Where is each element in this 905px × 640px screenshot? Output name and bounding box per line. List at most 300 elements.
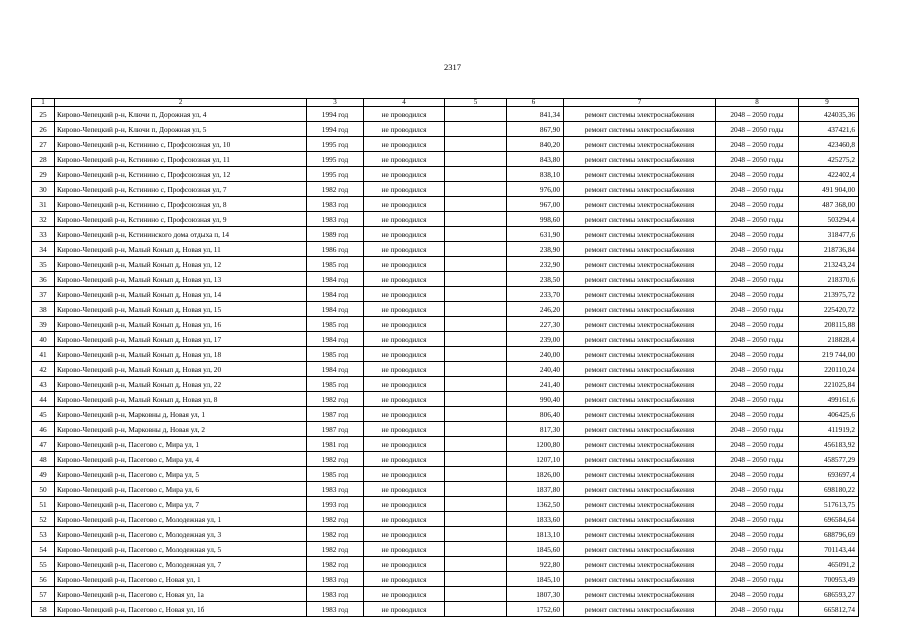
status-cell: не проводился [364, 257, 445, 272]
work-type-cell: ремонт системы электроснабжения [564, 317, 716, 332]
address-cell: Кирово-Чепецкий р-н, Пасегово с, Мира ул, 1 [55, 437, 307, 452]
cost-cell: 425275,2 [799, 152, 859, 167]
area-cell: 241,40 [507, 377, 564, 392]
table-row [32, 212, 859, 227]
address-cell: Кирово-Чепецкий р-н, Малый Конып д, Новая ул, 16 [55, 317, 307, 332]
table-row [32, 437, 859, 452]
area-cell: 817,30 [507, 422, 564, 437]
work-type-cell: ремонт системы электроснабжения [564, 137, 716, 152]
area-cell: 238,50 [507, 272, 564, 287]
cost-cell: 213243,24 [799, 257, 859, 272]
period-cell: 2048 – 2050 годы [716, 602, 799, 617]
address-cell: Кирово-Чепецкий р-н, Пасегово с, Новая ул, 1 [55, 572, 307, 587]
address-cell: Кирово-Чепецкий р-н, Малый Конып д, Новая ул, 13 [55, 272, 307, 287]
row-number-cell: 37 [32, 287, 55, 302]
address-cell: Кирово-Чепецкий р-н, Кстинино с, Профсоюзная ул, 9 [55, 212, 307, 227]
year-cell: 1993 год [307, 497, 364, 512]
work-type-cell: ремонт системы электроснабжения [564, 422, 716, 437]
row-number-cell: 42 [32, 362, 55, 377]
address-cell: Кирово-Чепецкий р-н, Пасегово с, Молодежная ул, 5 [55, 542, 307, 557]
period-cell: 2048 – 2050 годы [716, 422, 799, 437]
table-row [32, 137, 859, 152]
work-type-cell: ремонт системы электроснабжения [564, 242, 716, 257]
year-cell: 1995 год [307, 137, 364, 152]
address-cell: Кирово-Чепецкий р-н, Кстинино с, Профсоюзная ул, 11 [55, 152, 307, 167]
empty-cell [445, 407, 507, 422]
cost-cell: 437421,6 [799, 122, 859, 137]
year-cell: 1985 год [307, 347, 364, 362]
cost-cell: 700953,49 [799, 572, 859, 587]
address-cell: Кирово-Чепецкий р-н, Пасегово с, Мира ул, 4 [55, 452, 307, 467]
row-number-cell: 51 [32, 497, 55, 512]
status-cell: не проводился [364, 512, 445, 527]
year-cell: 1983 год [307, 212, 364, 227]
column-header-5: 5 [445, 99, 507, 107]
row-number-cell: 31 [32, 197, 55, 212]
address-cell: Кирово-Чепецкий р-н, Кстинино с, Профсоюзная ул, 10 [55, 137, 307, 152]
area-cell: 246,20 [507, 302, 564, 317]
status-cell: не проводился [364, 377, 445, 392]
year-cell: 1982 год [307, 557, 364, 572]
area-cell: 1807,30 [507, 587, 564, 602]
year-cell: 1982 год [307, 527, 364, 542]
cost-cell: 458577,29 [799, 452, 859, 467]
period-cell: 2048 – 2050 годы [716, 482, 799, 497]
area-cell: 1845,60 [507, 542, 564, 557]
area-cell: 238,90 [507, 242, 564, 257]
column-header-3: 3 [307, 99, 364, 107]
area-cell: 806,40 [507, 407, 564, 422]
year-cell: 1994 год [307, 107, 364, 122]
empty-cell [445, 212, 507, 227]
cost-cell: 665812,74 [799, 602, 859, 617]
empty-cell [445, 107, 507, 122]
period-cell: 2048 – 2050 годы [716, 212, 799, 227]
empty-cell [445, 437, 507, 452]
status-cell: не проводился [364, 362, 445, 377]
status-cell: не проводился [364, 557, 445, 572]
table-row [32, 557, 859, 572]
row-number-cell: 44 [32, 392, 55, 407]
year-cell: 1983 год [307, 587, 364, 602]
table-row [32, 407, 859, 422]
work-type-cell: ремонт системы электроснабжения [564, 347, 716, 362]
status-cell: не проводился [364, 197, 445, 212]
table-header-row [32, 99, 859, 107]
status-cell: не проводился [364, 122, 445, 137]
work-type-cell: ремонт системы электроснабжения [564, 377, 716, 392]
address-cell: Кирово-Чепецкий р-н, Малый Конып д, Новая ул, 15 [55, 302, 307, 317]
year-cell: 1995 год [307, 152, 364, 167]
address-cell: Кирово-Чепецкий р-н, Пасегово с, Новая ул, 1б [55, 602, 307, 617]
area-cell: 840,20 [507, 137, 564, 152]
address-cell: Кирово-Чепецкий р-н, Кстинино с, Профсоюзная ул, 8 [55, 197, 307, 212]
row-number-cell: 41 [32, 347, 55, 362]
column-header-4: 4 [364, 99, 445, 107]
address-cell: Кирово-Чепецкий р-н, Пасегово с, Мира ул, 7 [55, 497, 307, 512]
empty-cell [445, 287, 507, 302]
empty-cell [445, 392, 507, 407]
work-type-cell: ремонт системы электроснабжения [564, 392, 716, 407]
cost-cell: 411919,2 [799, 422, 859, 437]
period-cell: 2048 – 2050 годы [716, 437, 799, 452]
empty-cell [445, 497, 507, 512]
table-row [32, 152, 859, 167]
year-cell: 1994 год [307, 122, 364, 137]
table-row [32, 527, 859, 542]
column-header-9: 9 [799, 99, 859, 107]
table-row [32, 572, 859, 587]
cost-cell: 491 904,00 [799, 182, 859, 197]
row-number-cell: 56 [32, 572, 55, 587]
year-cell: 1984 год [307, 272, 364, 287]
status-cell: не проводился [364, 392, 445, 407]
row-number-cell: 29 [32, 167, 55, 182]
empty-cell [445, 302, 507, 317]
work-type-cell: ремонт системы электроснабжения [564, 152, 716, 167]
period-cell: 2048 – 2050 годы [716, 287, 799, 302]
work-type-cell: ремонт системы электроснабжения [564, 227, 716, 242]
area-cell: 240,40 [507, 362, 564, 377]
period-cell: 2048 – 2050 годы [716, 122, 799, 137]
area-cell: 233,70 [507, 287, 564, 302]
period-cell: 2048 – 2050 годы [716, 557, 799, 572]
period-cell: 2048 – 2050 годы [716, 107, 799, 122]
work-type-cell: ремонт системы электроснабжения [564, 332, 716, 347]
table-row [32, 542, 859, 557]
table-row [32, 242, 859, 257]
work-type-cell: ремонт системы электроснабжения [564, 407, 716, 422]
table-row [32, 272, 859, 287]
status-cell: не проводился [364, 182, 445, 197]
period-cell: 2048 – 2050 годы [716, 407, 799, 422]
table-row [32, 107, 859, 122]
cost-cell: 218828,4 [799, 332, 859, 347]
period-cell: 2048 – 2050 годы [716, 527, 799, 542]
table-row [32, 602, 859, 617]
table-row [32, 497, 859, 512]
work-type-cell: ремонт системы электроснабжения [564, 482, 716, 497]
work-type-cell: ремонт системы электроснабжения [564, 572, 716, 587]
row-number-cell: 48 [32, 452, 55, 467]
empty-cell [445, 257, 507, 272]
table-body [32, 107, 859, 617]
work-type-cell: ремонт системы электроснабжения [564, 587, 716, 602]
data-table [31, 98, 859, 617]
year-cell: 1985 год [307, 257, 364, 272]
address-cell: Кирово-Чепецкий р-н, Пасегово с, Мира ул, 5 [55, 467, 307, 482]
row-number-cell: 57 [32, 587, 55, 602]
address-cell: Кирово-Чепецкий р-н, Пасегово с, Молодежная ул, 3 [55, 527, 307, 542]
year-cell: 1983 год [307, 482, 364, 497]
cost-cell: 219 744,00 [799, 347, 859, 362]
area-cell: 1833,60 [507, 512, 564, 527]
status-cell: не проводился [364, 137, 445, 152]
status-cell: не проводился [364, 482, 445, 497]
cost-cell: 517613,75 [799, 497, 859, 512]
year-cell: 1984 год [307, 287, 364, 302]
period-cell: 2048 – 2050 годы [716, 332, 799, 347]
address-cell: Кирово-Чепецкий р-н, Кстинино с, Профсоюзная ул, 12 [55, 167, 307, 182]
table-row [32, 587, 859, 602]
row-number-cell: 26 [32, 122, 55, 137]
empty-cell [445, 182, 507, 197]
status-cell: не проводился [364, 497, 445, 512]
empty-cell [445, 152, 507, 167]
cost-cell: 487 368,00 [799, 197, 859, 212]
address-cell: Кирово-Чепецкий р-н, Ключи п, Дорожная ул, 4 [55, 107, 307, 122]
year-cell: 1984 год [307, 362, 364, 377]
row-number-cell: 25 [32, 107, 55, 122]
empty-cell [445, 452, 507, 467]
table-row [32, 392, 859, 407]
status-cell: не проводился [364, 587, 445, 602]
year-cell: 1989 год [307, 227, 364, 242]
empty-cell [445, 602, 507, 617]
area-cell: 1752,60 [507, 602, 564, 617]
row-number-cell: 45 [32, 407, 55, 422]
empty-cell [445, 362, 507, 377]
table-row [32, 197, 859, 212]
empty-cell [445, 572, 507, 587]
area-cell: 841,34 [507, 107, 564, 122]
address-cell: Кирово-Чепецкий р-н, Малый Конып д, Новая ул, 22 [55, 377, 307, 392]
empty-cell [445, 512, 507, 527]
empty-cell [445, 227, 507, 242]
status-cell: не проводился [364, 107, 445, 122]
table-row [32, 167, 859, 182]
empty-cell [445, 482, 507, 497]
period-cell: 2048 – 2050 годы [716, 272, 799, 287]
cost-cell: 218736,84 [799, 242, 859, 257]
row-number-cell: 47 [32, 437, 55, 452]
work-type-cell: ремонт системы электроснабжения [564, 167, 716, 182]
year-cell: 1982 год [307, 392, 364, 407]
status-cell: не проводился [364, 272, 445, 287]
cost-cell: 701143,44 [799, 542, 859, 557]
period-cell: 2048 – 2050 годы [716, 452, 799, 467]
year-cell: 1983 год [307, 197, 364, 212]
period-cell: 2048 – 2050 годы [716, 242, 799, 257]
status-cell: не проводился [364, 602, 445, 617]
row-number-cell: 34 [32, 242, 55, 257]
status-cell: не проводился [364, 167, 445, 182]
row-number-cell: 35 [32, 257, 55, 272]
period-cell: 2048 – 2050 годы [716, 182, 799, 197]
row-number-cell: 54 [32, 542, 55, 557]
row-number-cell: 55 [32, 557, 55, 572]
year-cell: 1985 год [307, 377, 364, 392]
year-cell: 1982 год [307, 452, 364, 467]
area-cell: 240,00 [507, 347, 564, 362]
table-row [32, 332, 859, 347]
year-cell: 1995 год [307, 167, 364, 182]
table-row [32, 347, 859, 362]
table-row [32, 182, 859, 197]
status-cell: не проводился [364, 572, 445, 587]
area-cell: 1826,00 [507, 467, 564, 482]
period-cell: 2048 – 2050 годы [716, 152, 799, 167]
period-cell: 2048 – 2050 годы [716, 392, 799, 407]
area-cell: 1837,80 [507, 482, 564, 497]
status-cell: не проводился [364, 542, 445, 557]
year-cell: 1983 год [307, 572, 364, 587]
empty-cell [445, 242, 507, 257]
area-cell: 227,30 [507, 317, 564, 332]
status-cell: не проводился [364, 242, 445, 257]
cost-cell: 465091,2 [799, 557, 859, 572]
period-cell: 2048 – 2050 годы [716, 467, 799, 482]
work-type-cell: ремонт системы электроснабжения [564, 197, 716, 212]
cost-cell: 698180,22 [799, 482, 859, 497]
work-type-cell: ремонт системы электроснабжения [564, 302, 716, 317]
row-number-cell: 39 [32, 317, 55, 332]
cost-cell: 221025,84 [799, 377, 859, 392]
period-cell: 2048 – 2050 годы [716, 377, 799, 392]
row-number-cell: 46 [32, 422, 55, 437]
address-cell: Кирово-Чепецкий р-н, Малый Конып д, Новая ул, 12 [55, 257, 307, 272]
cost-cell: 424035,36 [799, 107, 859, 122]
work-type-cell: ремонт системы электроснабжения [564, 212, 716, 227]
row-number-cell: 58 [32, 602, 55, 617]
work-type-cell: ремонт системы электроснабжения [564, 542, 716, 557]
table-row [32, 512, 859, 527]
table-row [32, 377, 859, 392]
row-number-cell: 53 [32, 527, 55, 542]
row-number-cell: 49 [32, 467, 55, 482]
table-row [32, 302, 859, 317]
work-type-cell: ремонт системы электроснабжения [564, 257, 716, 272]
column-header-7: 7 [564, 99, 716, 107]
period-cell: 2048 – 2050 годы [716, 512, 799, 527]
cost-cell: 225420,72 [799, 302, 859, 317]
work-type-cell: ремонт системы электроснабжения [564, 602, 716, 617]
address-cell: Кирово-Чепецкий р-н, Малый Конып д, Новая ул, 18 [55, 347, 307, 362]
cost-cell: 220110,24 [799, 362, 859, 377]
cost-cell: 456183,92 [799, 437, 859, 452]
empty-cell [445, 377, 507, 392]
cost-cell: 318477,6 [799, 227, 859, 242]
work-type-cell: ремонт системы электроснабжения [564, 362, 716, 377]
period-cell: 2048 – 2050 годы [716, 347, 799, 362]
period-cell: 2048 – 2050 годы [716, 317, 799, 332]
address-cell: Кирово-Чепецкий р-н, Малый Конып д, Новая ул, 11 [55, 242, 307, 257]
empty-cell [445, 587, 507, 602]
area-cell: 1362,50 [507, 497, 564, 512]
table-row [32, 482, 859, 497]
empty-cell [445, 197, 507, 212]
work-type-cell: ремонт системы электроснабжения [564, 452, 716, 467]
year-cell: 1983 год [307, 602, 364, 617]
address-cell: Кирово-Чепецкий р-н, Пасегово с, Молодежная ул, 7 [55, 557, 307, 572]
table-row [32, 287, 859, 302]
status-cell: не проводился [364, 347, 445, 362]
area-cell: 843,80 [507, 152, 564, 167]
address-cell: Кирово-Чепецкий р-н, Пасегово с, Мира ул, 6 [55, 482, 307, 497]
row-number-cell: 30 [32, 182, 55, 197]
cost-cell: 688796,69 [799, 527, 859, 542]
column-header-6: 6 [507, 99, 564, 107]
cost-cell: 208115,88 [799, 317, 859, 332]
status-cell: не проводился [364, 287, 445, 302]
address-cell: Кирово-Чепецкий р-н, Кстинино с, Профсоюзная ул, 7 [55, 182, 307, 197]
address-cell: Кирово-Чепецкий р-н, Малый Конып д, Новая ул, 14 [55, 287, 307, 302]
cost-cell: 686593,27 [799, 587, 859, 602]
work-type-cell: ремонт системы электроснабжения [564, 497, 716, 512]
year-cell: 1982 год [307, 542, 364, 557]
area-cell: 976,00 [507, 182, 564, 197]
year-cell: 1982 год [307, 182, 364, 197]
row-number-cell: 28 [32, 152, 55, 167]
row-number-cell: 36 [32, 272, 55, 287]
area-cell: 867,90 [507, 122, 564, 137]
empty-cell [445, 557, 507, 572]
work-type-cell: ремонт системы электроснабжения [564, 122, 716, 137]
period-cell: 2048 – 2050 годы [716, 572, 799, 587]
period-cell: 2048 – 2050 годы [716, 362, 799, 377]
cost-cell: 499161,6 [799, 392, 859, 407]
status-cell: не проводился [364, 422, 445, 437]
status-cell: не проводился [364, 332, 445, 347]
page-number: 2317 [444, 62, 461, 72]
status-cell: не проводился [364, 152, 445, 167]
empty-cell [445, 542, 507, 557]
row-number-cell: 40 [32, 332, 55, 347]
address-cell: Кирово-Чепецкий р-н, Марковны д, Новая ул, 1 [55, 407, 307, 422]
cost-cell: 693697,4 [799, 467, 859, 482]
empty-cell [445, 347, 507, 362]
cost-cell: 503294,4 [799, 212, 859, 227]
area-cell: 990,40 [507, 392, 564, 407]
address-cell: Кирово-Чепецкий р-н, Кстининского дома отдыха п, 14 [55, 227, 307, 242]
area-cell: 1200,80 [507, 437, 564, 452]
status-cell: не проводился [364, 527, 445, 542]
status-cell: не проводился [364, 452, 445, 467]
period-cell: 2048 – 2050 годы [716, 167, 799, 182]
cost-cell: 406425,6 [799, 407, 859, 422]
address-cell: Кирово-Чепецкий р-н, Пасегово с, Молодежная ул, 1 [55, 512, 307, 527]
address-cell: Кирово-Чепецкий р-н, Ключи п, Дорожная ул, 5 [55, 122, 307, 137]
work-type-cell: ремонт системы электроснабжения [564, 182, 716, 197]
area-cell: 232,90 [507, 257, 564, 272]
status-cell: не проводился [364, 212, 445, 227]
work-type-cell: ремонт системы электроснабжения [564, 467, 716, 482]
status-cell: не проводился [364, 437, 445, 452]
status-cell: не проводился [364, 407, 445, 422]
year-cell: 1982 год [307, 512, 364, 527]
row-number-cell: 27 [32, 137, 55, 152]
column-header-1: 1 [32, 99, 55, 107]
period-cell: 2048 – 2050 годы [716, 137, 799, 152]
year-cell: 1985 год [307, 467, 364, 482]
area-cell: 967,00 [507, 197, 564, 212]
year-cell: 1987 год [307, 422, 364, 437]
year-cell: 1986 год [307, 242, 364, 257]
work-type-cell: ремонт системы электроснабжения [564, 527, 716, 542]
cost-cell: 422402,4 [799, 167, 859, 182]
table-row [32, 467, 859, 482]
table-row [32, 227, 859, 242]
period-cell: 2048 – 2050 годы [716, 257, 799, 272]
row-number-cell: 52 [32, 512, 55, 527]
empty-cell [445, 317, 507, 332]
cost-cell: 213975,72 [799, 287, 859, 302]
status-cell: не проводился [364, 317, 445, 332]
table-row [32, 317, 859, 332]
row-number-cell: 43 [32, 377, 55, 392]
address-cell: Кирово-Чепецкий р-н, Марковны д, Новая ул, 2 [55, 422, 307, 437]
address-cell: Кирово-Чепецкий р-н, Малый Конып д, Новая ул, 17 [55, 332, 307, 347]
